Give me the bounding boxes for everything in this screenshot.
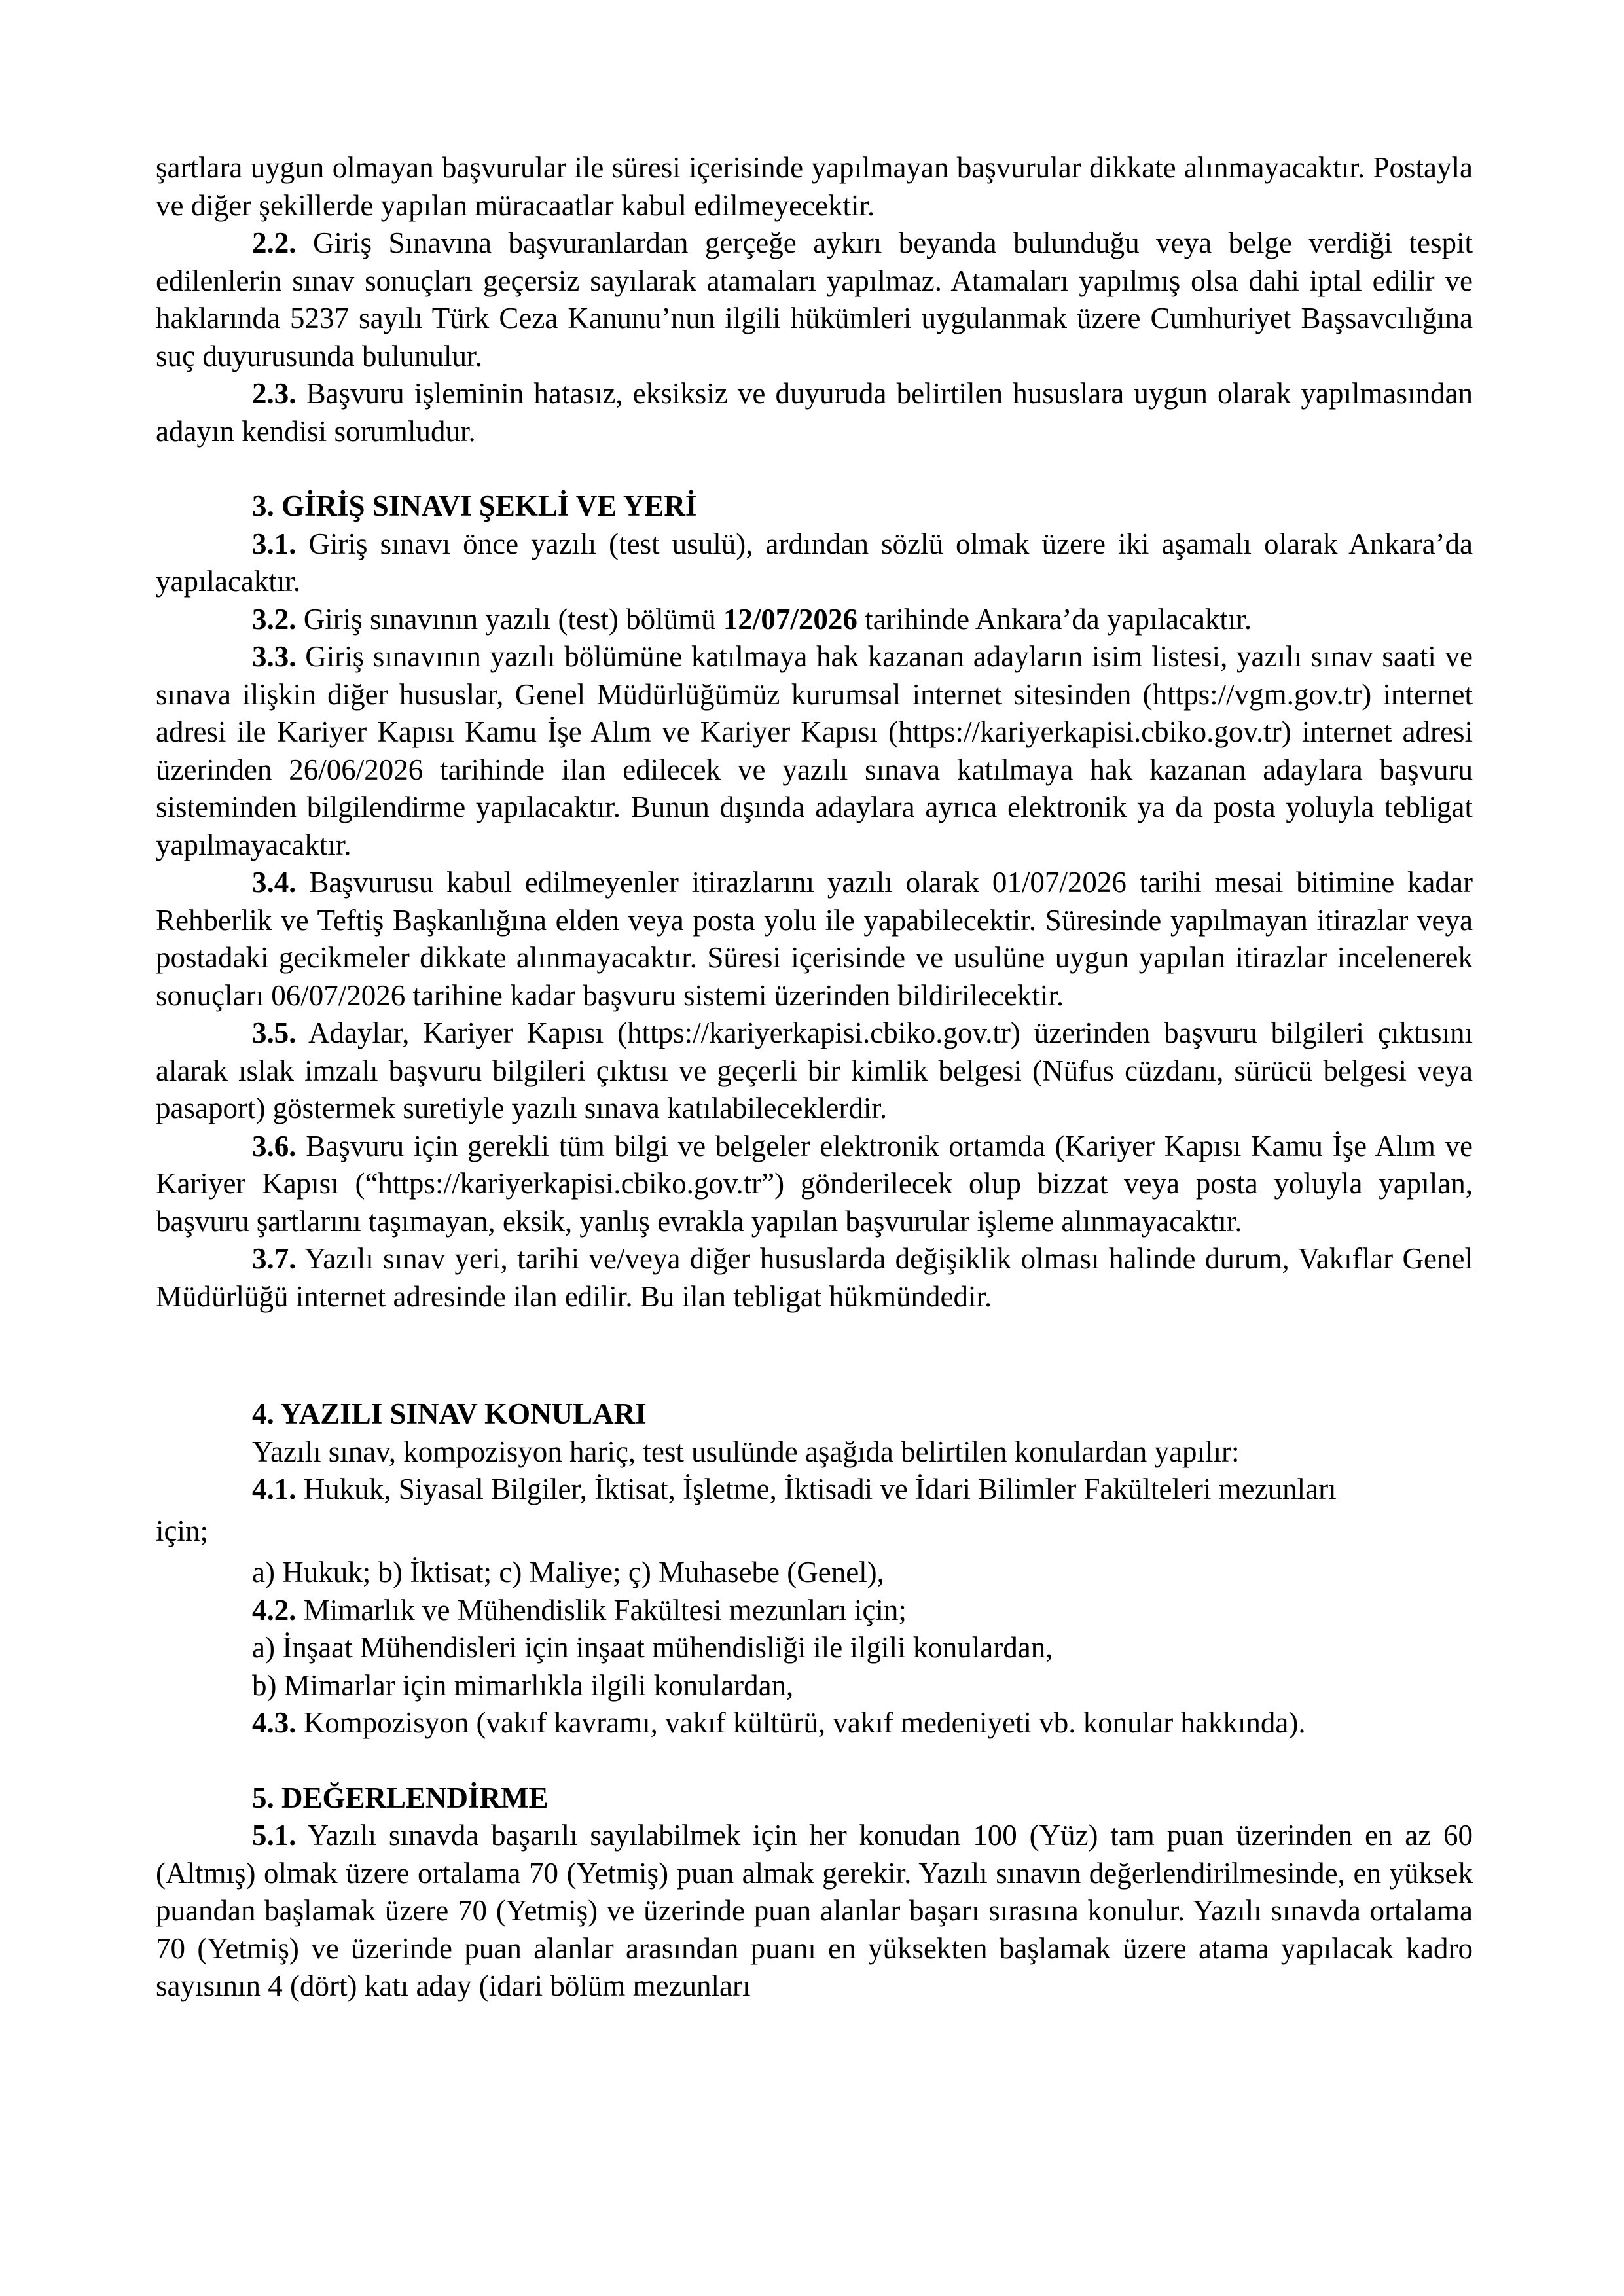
spacer [156,1742,1473,1780]
section-4-heading: 4. YAZILI SINAV KONULARI [252,1397,647,1430]
section-3-heading: 3. GİRİŞ SINAVI ŞEKLİ VE YERİ [252,490,697,522]
paragraph-3-4: 3.4. Başvurusu kabul edilmeyenler itirazlarını yazılı olarak 01/07/2026 tarihi mesai bitimine kadar Rehberlik ve Teftiş Başkanlığına elden veya posta yolu ile yapabilecektir. Süresinde yapılmayan itirazlar veya postadaki gecikmeler dikkate alınmayacaktır. Süresi içerisinde ve usulüne uygun yapılan itirazlar incelenerek sonuçları 06/07/2026 tarihine kadar başvuru sistemi üzerinden bildirilecektir. [156,866,1473,1012]
paragraph-4-1: 4.1. Hukuk, Siyasal Bilgiler, İktisat, İşletme, İktisadi ve İdari Bilimler Fakülteleri mezunları [252,1473,1337,1505]
paragraph-3-2: 3.2. Giriş sınavının yazılı (test) bölümü 12/07/2026 tarihinde Ankara’da yapılacaktır. [252,602,1252,636]
list-4-1: a) Hukuk; b) İktisat; c) Maliye; ç) Muhasebe (Genel), [252,1556,884,1588]
paragraph-2-2: 2.2. Giriş Sınavına başvuranlardan gerçeğe aykırı beyanda bulunduğu veya belge verdiği tespit edilenlerin sınav sonuçları geçersiz sayılarak atamaları yapılmaz. Atamaları yapılmış olsa dahi iptal edilir ve haklarında 5237 sayılı Türk Ceza Kanunu’nun ilgili hükümleri uygulanmak üzere Cumhuriyet Başsavcılığına suç duyurusunda bulunulur. [156,226,1473,372]
paragraph-2-3: 2.3. Başvuru işleminin hatasız, eksiksiz ve duyuruda belirtilen hususlara uygun olarak yapılmasından adayın kendisi sorumludur. [156,377,1473,448]
paragraph-4-1-continuation: için; [156,1514,208,1547]
paragraph-number: 5.1. [252,1819,297,1852]
list-4-2-b: b) Mimarlar için mimarlıkla ilgili konulardan, [252,1668,794,1702]
list-4-2-a: a) İnşaat Mühendisleri için inşaat mühendisliği ile ilgili konulardan, [252,1631,1053,1664]
paragraph-number: 3.6. [252,1129,297,1162]
document-page [156,149,1473,2005]
spacer [156,1316,1473,1395]
section-5-heading: 5. DEĞERLENDİRME [252,1781,549,1814]
paragraph-number: 4.3. [252,1706,297,1739]
paragraph-number: 3.7. [252,1242,297,1275]
spacer [156,450,1473,488]
paragraph-number: 3.3. [252,640,297,673]
paragraph-5-1: 5.1. Yazılı sınavda başarılı sayılabilmek için her konudan 100 (Yüz) tam puan üzerinden en az 60 (Altmış) olmak üzere ortalama 70 (Yetmiş) puan almak gerekir. Yazılı sınavın değerlendirilmesinde, en yüksek puandan başlamak üzere 70 (Yetmiş) ve üzerinde puan alanlar başarı sırasına konulur. Yazılı sınavda ortalama 70 (Yetmiş) ve üzerinde puan alanlar arasından puanı en yüksekten başlamak üzere atama yapılacak kadro sayısının 4 (dört) katı aday (idari bölüm mezunları [156,1819,1473,2002]
paragraph-number: 4.1. [252,1473,297,1505]
intro-paragraph: şartlara uygun olmayan başvurular ile süresi içerisinde yapılmayan başvurular dikkate alınmayacaktır. Postayla ve diğer şekillerde yapılan müracaatlar kabul edilmeyecektir. [156,151,1473,222]
paragraph-3-7: 3.7. Yazılı sınav yeri, tarihi ve/veya diğer hususlarda değişiklik olması halinde durum, Vakıflar Genel Müdürlüğü internet adresinde ilan edilir. Bu ilan tebligat hükmündedir. [156,1242,1473,1313]
paragraph-number: 2.3. [252,377,297,410]
paragraph-3-5: 3.5. Adaylar, Kariyer Kapısı (https://kariyerkapisi.cbiko.gov.tr) üzerinden başvuru bilgileri çıktısını alarak ıslak imzalı başvuru bilgileri çıktısı ve geçerli bir kimlik belgesi (Nüfus cüzdanı, sürücü belgesi veya pasaport) göstermek suretiyle yazılı sınava katılabileceklerdir. [156,1016,1473,1124]
paragraph-number: 3.2. [252,602,297,636]
paragraph-3-1: 3.1. Giriş sınavı önce yazılı (test usulü), ardından sözlü olmak üzere iki aşamalı olarak Ankara’da yapılacaktır. [156,527,1473,598]
paragraph-number: 3.4. [252,866,297,899]
paragraph-4-3: 4.3. Kompozisyon (vakıf kavramı, vakıf kültürü, vakıf medeniyeti vb. konular hakkında). [252,1706,1306,1739]
paragraph-3-6: 3.6. Başvuru için gerekli tüm bilgi ve belgeler elektronik ortamda (Kariyer Kapısı Kamu İşe Alım ve Kariyer Kapısı (“https://kariyerkapisi.cbiko.gov.tr”) gönderilecek olup bizzat veya posta yoluyla yapılan, başvuru şartlarını taşımayan, eksik, yanlış evrakla yapılan başvurular işleme alınmayacaktır. [156,1129,1473,1238]
paragraph-3-3: 3.3. Giriş sınavının yazılı bölümüne katılmaya hak kazanan adayların isim listesi, yazılı sınav saati ve sınava ilişkin diğer hususlar, Genel Müdürlüğümüz kurumsal internet sitesinden (https://vgm.gov.tr) internet adresi ile Kariyer Kapısı Kamu İşe Alım ve Kariyer Kapısı (https://kariyerkapisi.cbiko.gov.tr) internet adresi üzerinden 26/06/2026 tarihinde ilan edilecek ve yazılı sınava katılmaya hak kazanan adaylara başvuru sisteminden bilgilendirme yapılacaktır. Bunun dışında adaylara ayrıca elektronik ya da posta yoluyla tebligat yapılmayacaktır. [156,640,1473,861]
paragraph-number: 3.5. [252,1016,297,1049]
paragraph-number: 4.2. [252,1593,297,1626]
paragraph-4-2: 4.2. Mimarlık ve Mühendislik Fakültesi mezunları için; [252,1593,907,1626]
paragraph-number: 2.2. [252,226,297,259]
paragraph-number: 3.1. [252,527,297,560]
exam-date: 12/07/2026 [723,602,857,636]
section-4-intro: Yazılı sınav, kompozisyon hariç, test usulünde aşağıda belirtilen konulardan yapılır: [252,1435,1240,1468]
